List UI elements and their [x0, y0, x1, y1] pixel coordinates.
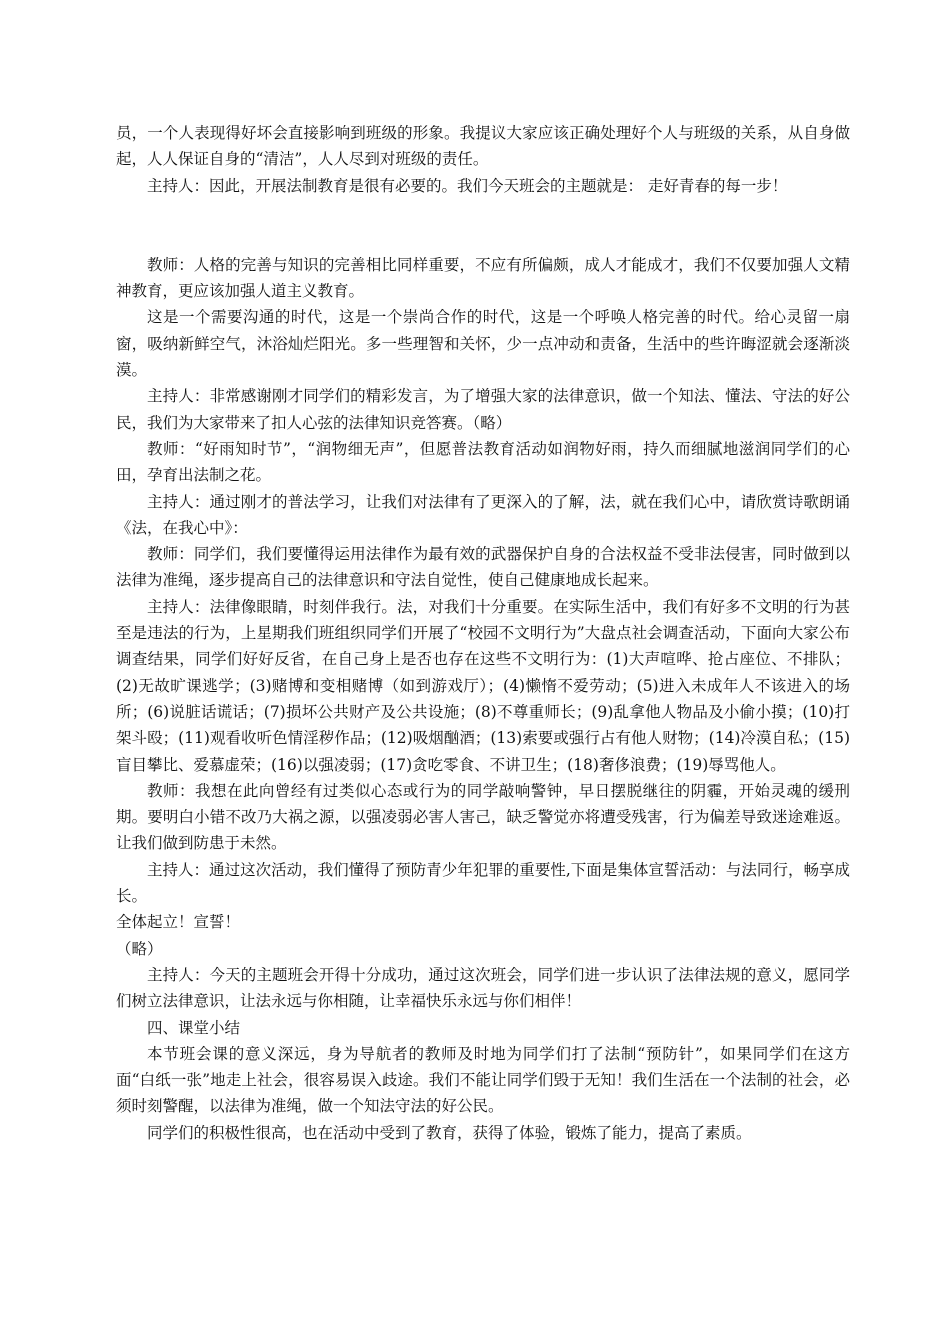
paragraph-era: 这是一个需要沟通的时代，这是一个崇尚合作的时代，这是一个呼唤人格完善的时代。给心灵留一扇窗，吸纳新鲜空气，沐浴灿烂阳光。多一些理智和关怀，少一点冲动和责备，生活中的些许晦涩就会逐渐淡漠。	[116, 308, 850, 380]
paragraph-stand-up: 全体起立！宣誓！	[116, 913, 241, 932]
paragraph-omitted: （略）	[116, 939, 163, 958]
paragraph-host-closing: 主持人：今天的主题班会开得十分成功，通过这次班会，同学们进一步认识了法律法规的意义，愿同学们树立法律意识，让法永远与你相随，让幸福快乐永远与你们相伴！	[116, 965, 850, 1011]
paragraph-teacher-personality: 教师：人格的完善与知识的完善相比同样重要，不应有所偏颇，成人才能成才，我们不仅要加强人文精神教育，更应该加强人道主义教育。	[116, 255, 850, 301]
section-heading-summary: 四、课堂小结	[147, 1018, 241, 1037]
paragraph-continuation: 员，一个人表现得好坏会直接影响到班级的形象。我提议大家应该正确处理好个人与班级的关系，从自身做起，人人保证自身的“清洁”，人人尽到对班级的责任。	[116, 124, 850, 169]
paragraph-teacher-rain: 教师：“好雨知时节”，“润物细无声”，但愿普法教育活动如润物好雨，持久而细腻地滋润同学们的心田，孕育出法制之花。	[116, 439, 850, 485]
paragraph-final: 同学们的积极性很高，也在活动中受到了教育，获得了体验，锻炼了能力，提高了素质。	[147, 1123, 752, 1142]
paragraph-host-oath: 主持人：通过这次活动，我们懂得了预防青少年犯罪的重要性,下面是集体宣誓活动：与法同行，畅享成长。	[116, 860, 850, 906]
paragraph-summary: 本节班会课的意义深远，身为导航者的教师及时地为同学们打了法制“预防针”，如果同学们在这方面“白纸一张”地走上社会，很容易误入歧途。我们不能让同学们毁于无知！我们生活在一个法制的社会，必须时刻警醒，以法律为准绳，做一个知法守法的好公民。	[116, 1044, 850, 1116]
paragraph-teacher-warning: 教师：我想在此向曾经有过类似心态或行为的同学敲响警钟，早日摆脱继往的阴霾，开始灵魂的缓刑期。要明白小错不改乃大祸之源，以强凌弱必害人害己，缺乏警觉亦将遭受残害，行为偏差导致迷途难返。让我们做到防患于未然。	[116, 781, 850, 853]
paragraph-gap	[116, 199, 850, 252]
paragraph-host-behaviors: 主持人：法律像眼睛，时刻伴我行。法，对我们十分重要。在实际生活中，我们有好多不文明的行为甚至是违法的行为，上星期我们班组织同学们开展了“校园不文明行为”大盘点社会调查活动，下面向大家公布调查结果，同学们好好反省，在自己身上是否也存在这些不文明行为：(1)大声喧哗、抢占座位、不排队； (2)无故旷课逃学；(3)赌博和变相赌博（如到游戏厅）；(4)懒惰不爱劳动；(5)进入未成年人不该进入的场所；(6)说脏话谎话；(7)损坏公共财产及公共设施；(8)不尊重师长；(9)乱拿他人物品及小偷小摸；(10)打架斗殴；(11)观看收听色情淫秽作品；(12)吸烟酗酒；(13)索要或强行占有他人财物；(14)冷漠自私；(15)盲目攀比、爱慕虚荣；(16)以强凌弱；(17)贪吃零食、不讲卫生；(18)奢侈浪费；(19)辱骂他人。	[116, 597, 850, 774]
paragraph-host-quiz: 主持人：非常感谢刚才同学们的精彩发言，为了增强大家的法律意识，做一个知法、懂法、守法的好公民，我们为大家带来了扣人心弦的法律知识竞答赛。（略）	[116, 387, 850, 432]
paragraph-teacher-rights: 教师：同学们，我们要懂得运用法律作为最有效的武器保护自身的合法权益不受非法侵害，同时做到以法律为准绳，逐步提高自己的法律意识和守法自觉性，使自己健康地成长起来。	[116, 545, 850, 590]
paragraph-host-theme: 主持人：因此，开展法制教育是很有必要的。我们今天班会的主题就是： 走好青春的每一步！	[147, 176, 788, 195]
paragraph-host-poem: 主持人：通过刚才的普法学习，让我们对法律有了更深入的了解，法，就在我们心中，请欣赏诗歌朗诵《法，在我心中》：	[116, 492, 850, 537]
document-body	[116, 120, 850, 1146]
